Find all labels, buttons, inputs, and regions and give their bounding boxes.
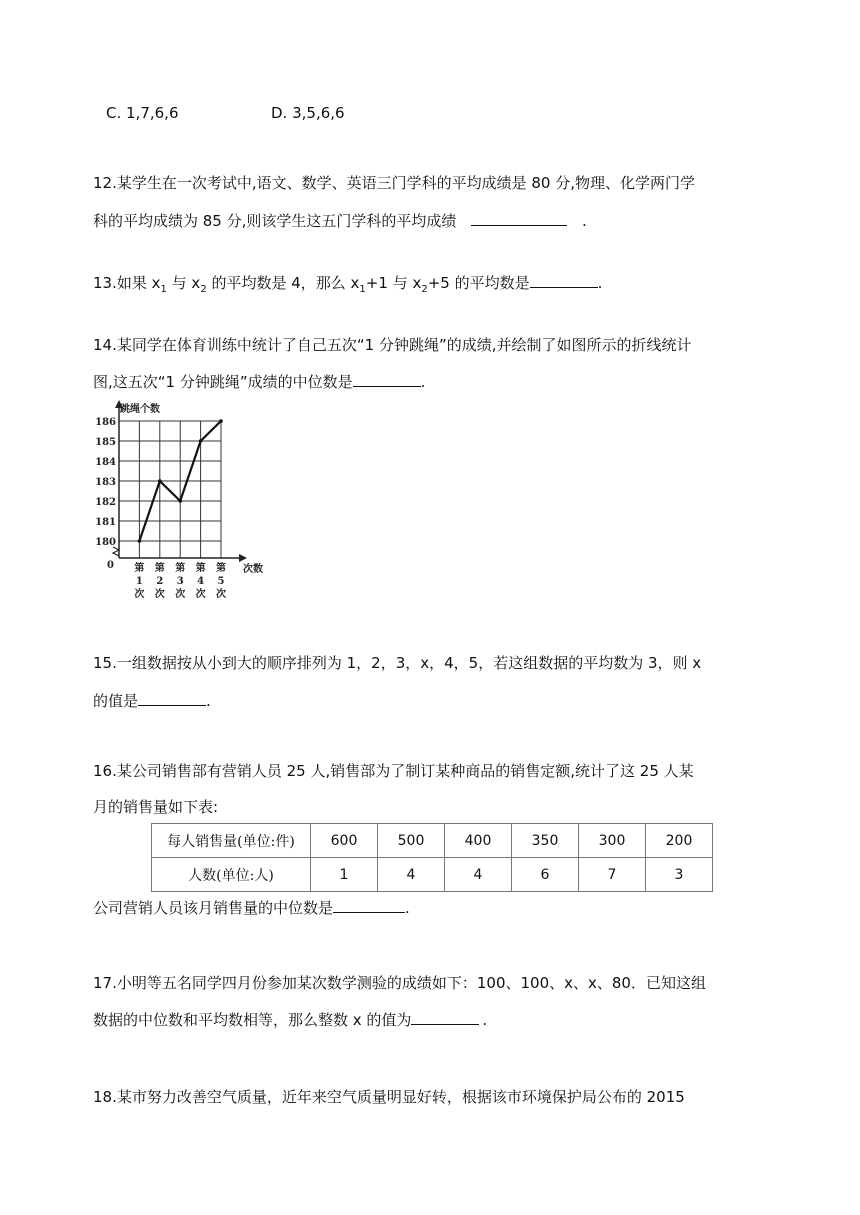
q12-line2: [93, 210, 587, 231]
x-tick-label: 第: [134, 563, 145, 574]
x-tick-label: 3: [176, 576, 184, 587]
table-header-people: 人数(单位:人): [152, 858, 311, 892]
q14-answer-blank: [353, 372, 421, 387]
table-cell: 7: [579, 858, 646, 892]
x-tick-label: 5: [217, 576, 225, 587]
q13-part1: 13.如果 x: [93, 274, 161, 292]
y-tick-label: 180: [95, 537, 116, 548]
y-tick-label: 185: [95, 437, 116, 448]
q15-line2: [93, 690, 211, 711]
q15-text: 的值是: [93, 692, 139, 710]
q13-period: .: [597, 274, 603, 292]
q16-period: .: [405, 899, 410, 917]
q12-line1: 12.某学生在一次考试中,语文、数学、英语三门学科的平均成绩是 80 分,物理、化学两门学: [93, 174, 696, 192]
sales-table: [151, 823, 713, 892]
x-tick-label: 次: [216, 589, 226, 600]
table-cell: 600: [311, 824, 378, 858]
q17-period: .: [482, 1011, 488, 1029]
q12-text: 科的平均成绩为 85 分,则该学生这五门学科的平均成绩: [93, 212, 457, 230]
q16-line1: 16.某公司销售部有营销人员 25 人,销售部为了制订某种商品的销售定额,统计了这 25 人某: [93, 762, 694, 780]
data-point: [138, 539, 142, 543]
q12-period: .: [581, 212, 587, 230]
q14-line1: 14.某同学在体育训练中统计了自己五次“1 分钟跳绳”的成绩,并绘制了如图所示的折线统计: [93, 336, 692, 354]
data-point: [178, 499, 182, 503]
q13-sub2: 2: [200, 284, 207, 295]
q17-answer-blank: [411, 1010, 479, 1025]
table-cell: 300: [579, 824, 646, 858]
data-point: [219, 419, 223, 423]
q17-line1: 17.小明等五名同学四月份参加某次数学测验的成绩如下：100、100、x、x、80．已知这组: [93, 974, 706, 992]
q13-answer-blank: [530, 273, 598, 288]
table-header-sales: 每人销售量(单位:件): [152, 824, 311, 858]
table-cell: 500: [378, 824, 445, 858]
q13-part3: 的平均数是 4，那么 x: [206, 274, 360, 292]
table-cell: 400: [445, 824, 512, 858]
x-tick-label: 第: [154, 563, 165, 574]
y-tick-label: 182: [95, 497, 116, 508]
x-tick-label: 次: [195, 589, 206, 600]
data-point: [199, 439, 203, 443]
table-row: [152, 824, 713, 858]
x-tick-label: 第: [216, 563, 226, 574]
table-row: [152, 858, 713, 892]
option-d: D. 3,5,6,6: [271, 104, 345, 122]
x-tick-label: 第: [175, 563, 186, 574]
q15-period: .: [206, 692, 211, 710]
table-cell: 200: [646, 824, 713, 858]
x-tick-label: 第: [195, 563, 206, 574]
table-cell: 6: [512, 858, 579, 892]
q15-answer-blank: [138, 691, 206, 706]
jump-rope-line-chart: [95, 400, 275, 605]
q13-sub4: 2: [421, 284, 428, 295]
origin-label: 0: [107, 560, 114, 571]
table-cell: 3: [646, 858, 713, 892]
data-point: [158, 479, 162, 483]
q17-text: 数据的中位数和平均数相等，那么整数 x 的值为: [93, 1011, 412, 1029]
x-tick-label: 次: [175, 589, 186, 600]
table-cell: 1: [311, 858, 378, 892]
q13-part2: 与 x: [166, 274, 201, 292]
y-tick-label: 183: [95, 477, 116, 488]
x-tick-label: 1: [135, 576, 143, 587]
q17-line2: [93, 1009, 487, 1030]
y-tick-label: 186: [95, 417, 116, 428]
q13-sub3: 1: [359, 284, 366, 295]
table-cell: 350: [512, 824, 579, 858]
q13-line: [93, 272, 602, 295]
option-c: C. 1,7,6,6: [106, 104, 179, 122]
q16-after: [93, 897, 410, 918]
q16-text: 公司营销人员该月销售量的中位数是: [93, 899, 334, 917]
q18-line1: 18.某市努力改善空气质量，近年来空气质量明显好转，根据该市环境保护局公布的 2015: [93, 1088, 685, 1106]
x-tick-label: 次: [134, 589, 145, 600]
q12-answer-blank: [471, 211, 567, 226]
x-tick-label: 4: [197, 576, 205, 587]
table-cell: 4: [445, 858, 512, 892]
q14-text: 图,这五次“1 分钟跳绳”成绩的中位数是: [93, 373, 353, 391]
q14-period: .: [420, 373, 426, 391]
x-axis-label: 次数: [243, 564, 263, 575]
q16-line2: 月的销售量如下表:: [93, 798, 219, 816]
q13-part4: +1 与 x: [365, 274, 422, 292]
q15-line1: 15.一组数据按从小到大的顺序排列为 1，2，3，x，4，5，若这组数据的平均数为 3，则 x: [93, 654, 702, 672]
q14-line2: [93, 371, 425, 392]
y-tick-label: 184: [95, 457, 116, 468]
table-cell: 4: [378, 858, 445, 892]
x-tick-label: 2: [156, 576, 164, 587]
x-tick-label: 次: [154, 589, 165, 600]
q13-part5: +5 的平均数是: [427, 274, 530, 292]
q16-answer-blank: [333, 898, 405, 913]
y-axis-label: 跳绳个数: [120, 404, 160, 415]
y-tick-label: 181: [95, 517, 116, 528]
q13-sub1: 1: [160, 284, 167, 295]
